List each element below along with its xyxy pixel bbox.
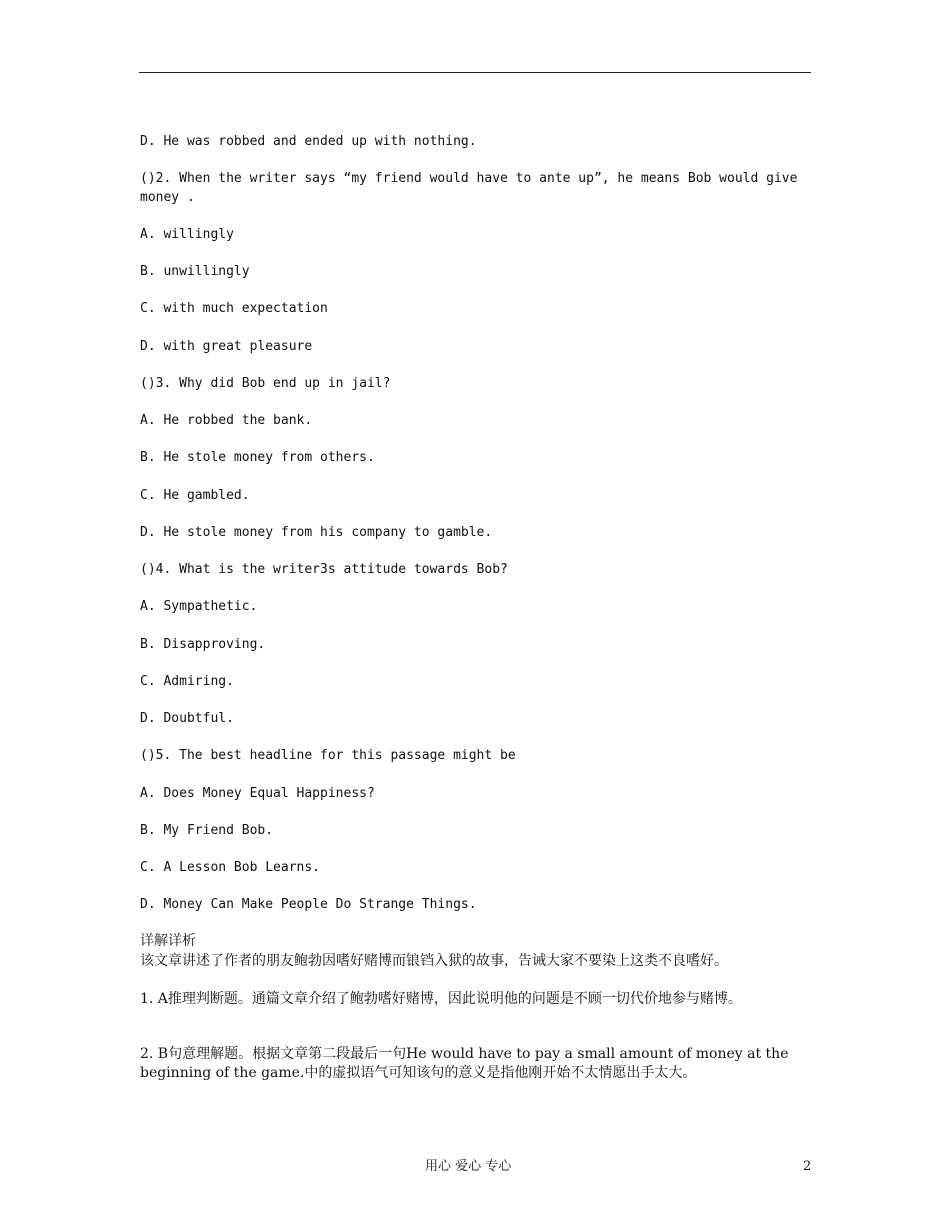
option-5c: C. A Lesson Bob Learns. xyxy=(140,860,321,875)
option-2b: B. unwillingly xyxy=(140,264,250,279)
option-4c: C. Admiring. xyxy=(140,674,234,689)
explanation-item-1: 1. A推理判断题。通篇文章介绍了鲍勃嗜好赌博，因此说明他的问题是不顾一切代价地参与赌博。 xyxy=(140,991,742,1007)
option-3b: B. He stole money from others. xyxy=(140,450,375,465)
header-rule xyxy=(139,72,811,73)
footer-motto: 用心 爱心 专心 xyxy=(425,1159,512,1174)
option-2c: C. with much expectation xyxy=(140,301,328,316)
option-4b: B. Disapproving. xyxy=(140,637,266,652)
question-4: ()4. What is the writer3s attitude towards Bob? xyxy=(140,562,508,577)
question-5: ()5. The best headline for this passage might be xyxy=(140,748,516,763)
option-3c: C. He gambled. xyxy=(140,488,250,503)
explanation-summary: 该文章讲述了作者的朋友鲍勃因嗜好赌博而锒铛入狱的故事，告诫大家不要染上这类不良嗜好。 xyxy=(140,953,728,969)
option-1d: D. He was robbed and ended up with nothing. xyxy=(140,134,477,149)
option-2d: D. with great pleasure xyxy=(140,339,313,354)
page-number: 2 xyxy=(803,1159,812,1174)
question-3: ()3. Why did Bob end up in jail? xyxy=(140,376,391,391)
question-2: ()2. When the writer says “my friend would have to ante up”, he means Bob would give money . xyxy=(140,171,806,205)
option-5a: A. Does Money Equal Happiness? xyxy=(140,786,375,801)
option-5d: D. Money Can Make People Do Strange Things. xyxy=(140,897,477,912)
option-2a: A. willingly xyxy=(140,227,234,242)
option-3a: A. He robbed the bank. xyxy=(140,413,313,428)
explanation-heading: 详解详析 xyxy=(140,933,196,949)
option-3d: D. He stole money from his company to gamble. xyxy=(140,525,493,540)
option-4d: D. Doubtful. xyxy=(140,711,234,726)
option-4a: A. Sympathetic. xyxy=(140,599,258,614)
explanation-item-2: 2. B句意理解题。根据文章第二段最后一句He would have to pay a small amount of money at the beginning of the game.中的虚拟语气可知该句的意义是指他刚开始不太情愿出手太大。 xyxy=(140,1046,789,1081)
option-5b: B. My Friend Bob. xyxy=(140,823,274,838)
